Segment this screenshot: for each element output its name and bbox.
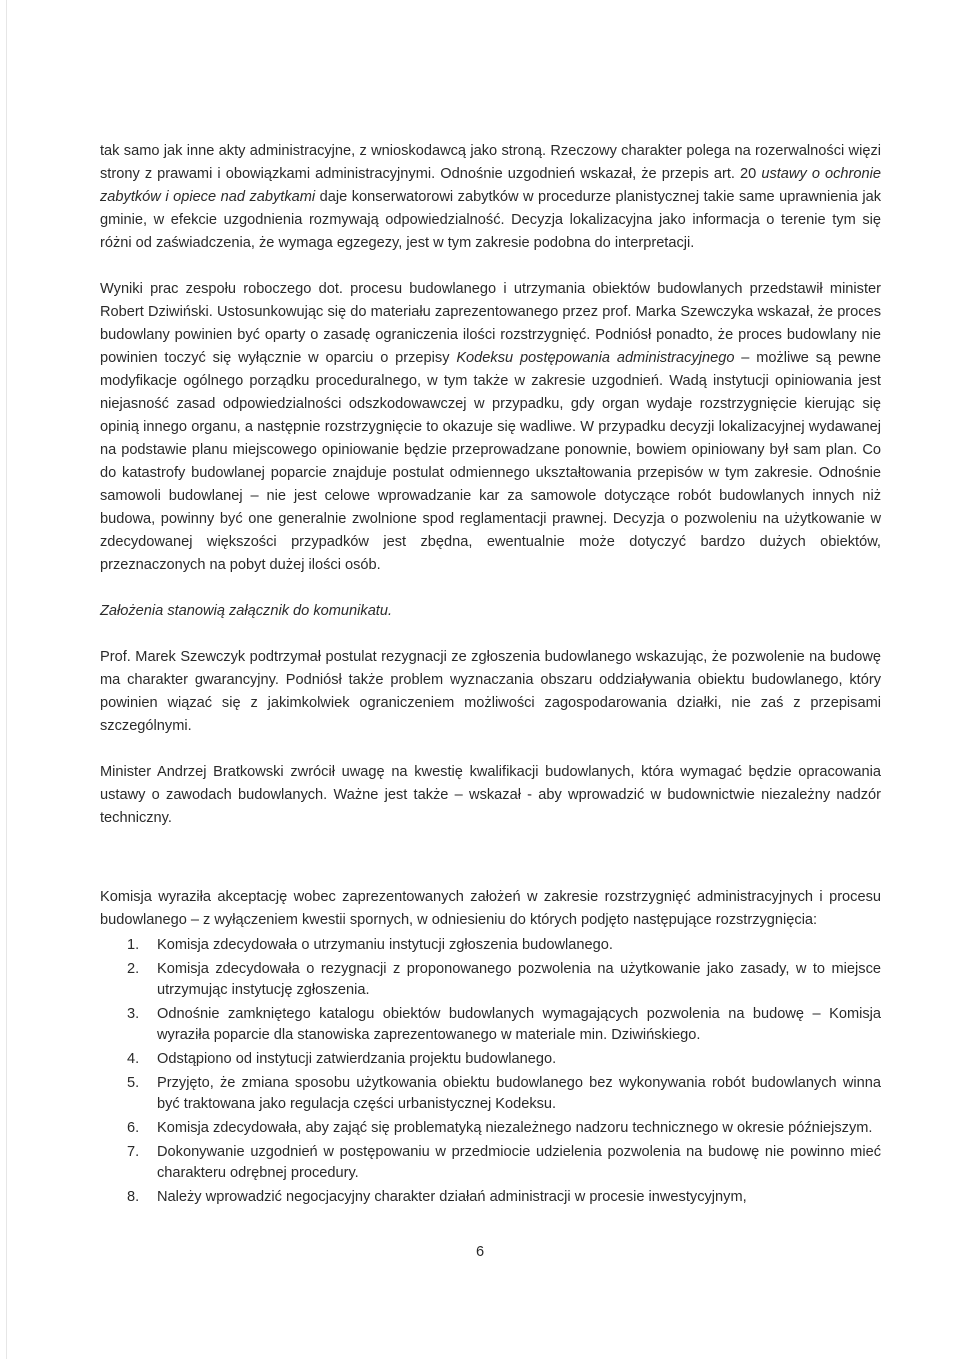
list-item xyxy=(100,959,881,1001)
list-item-number: 6. xyxy=(127,1120,140,1136)
paragraph-6-decisions-intro: Komisja wyraziła akceptację wobec zaprezentowanych założeń w zakresie rozstrzygnięć administracyjnych i procesu budowlanego – z wyłączeniem kwestii spornych, w odniesieniu do których podjęto następujące rozstrzygnięcia: xyxy=(100,889,881,928)
paragraph-2-text-b: – możliwe są pewne modyfikacje ogólnego porządku proceduralnego, w tym także w zakresie uzgodnień. Wadą instytucji opiniowania jest niejasność zasad odpowiedzialności odszkodowawczej w przypadku, gdy organ wydaje rozstrzygnięcie kierując się opinią innego organu, a następnie rozstrzygnięcie to okazuje się wadliwe. W przypadku decyzji lokalizacyjnej wydawanej na podstawie planu miejscowego opiniowanie będzie przeprowadzane ponownie, bowiem opiniowany był sam plan. Co do katastrofy budowlanej poparcie znajduje postulat odmiennego ukształtowania przepisów w tym zakresie. Odnośnie samowoli budowlanej – nie jest celowe wprowadzanie kar za samowole dotyczące robót budowlanych innych niż budowa, powinny być one generalnie zwolnione spod reglamentacji prawnej. Decyzja o pozwoleniu na użytkowanie w zdecydowanej większości przypadków jest zbędna, ewentualnie może dotyczyć bardzo dużych obiektów, przeznaczonych na pobyt dużej ilości osób. xyxy=(100,350,881,573)
page-body xyxy=(100,140,881,1208)
list-item-number: 8. xyxy=(127,1189,140,1205)
paragraph-1-text-a: tak samo jak inne akty administracyjne, z wnioskodawcą jako stroną. Rzeczowy charakter polega na rozerwalności więzi strony z prawami i obowiązkami administracyjnymi. Odnośnie uzgodnień wskazał, że przepis art. 20 xyxy=(100,143,881,182)
list-item xyxy=(100,1118,881,1139)
list-item-number: 5. xyxy=(127,1075,140,1091)
attachment-note-text: Założenia stanowią załącznik do komunikatu. xyxy=(100,603,393,619)
paragraph-5: Minister Andrzej Bratkowski zwrócił uwagę na kwestię kwalifikacji budowlanych, która wymagać będzie opracowania ustawy o zawodach budowlanych. Ważne jest także – wskazał - aby wprowadzić w budownictwie niezależny nadzór techniczny. xyxy=(100,764,881,826)
list-item-text: Komisja zdecydowała, aby zająć się problematyką niezależnego nadzoru technicznego w okresie późniejszym. xyxy=(157,1120,873,1136)
list-item-text: Odstąpiono od instytucji zatwierdzania projektu budowlanego. xyxy=(157,1051,557,1067)
paragraph-2 xyxy=(100,278,881,577)
page-number: 6 xyxy=(475,1244,485,1260)
list-item-number: 7. xyxy=(127,1144,140,1160)
list-item-text: Należy wprowadzić negocjacyjny charakter działań administracji w procesie inwestycyjnym, xyxy=(157,1189,747,1205)
list-item-text: Przyjęto, że zmiana sposobu użytkowania obiektu budowlanego bez wykonywania robót budowlanych winna być traktowana jako regulacja części urbanistycznej Kodeksu. xyxy=(157,1075,881,1112)
list-item-number: 3. xyxy=(127,1006,140,1022)
list-item xyxy=(100,1004,881,1046)
scan-edge-divider xyxy=(6,0,7,1359)
list-item xyxy=(100,1142,881,1184)
list-item-text: Odnośnie zamkniętego katalogu obiektów budowlanych wymagających pozwolenia na budowę – Komisja wyraziła poparcie dla stanowiska zaprezentowanego w materiale min. Dziwińskiego. xyxy=(157,1006,881,1043)
list-item-text: Komisja zdecydowała o utrzymaniu instytucji zgłoszenia budowlanego. xyxy=(157,937,613,953)
list-item-text: Dokonywanie uzgodnień w postępowaniu w przedmiocie udzielenia pozwolenia na budowę nie powinno mieć charakteru odrębnej procedury. xyxy=(157,1144,881,1181)
list-item xyxy=(100,1049,881,1070)
list-item-text: Komisja zdecydowała o rezygnacji z proponowanego pozwolenia na użytkowanie jako zasady, w to miejsce utrzymując instytucję zgłoszenia. xyxy=(157,961,881,998)
paragraph-1 xyxy=(100,140,881,255)
list-item-number: 1. xyxy=(127,937,140,953)
list-item xyxy=(100,1073,881,1115)
paragraph-3-attachment-note xyxy=(100,600,881,623)
decisions-list xyxy=(100,935,881,1208)
list-item xyxy=(100,935,881,956)
paragraph-2-text-a: Wyniki prac zespołu roboczego dot. procesu budowlanego i utrzymania obiektów budowlanych przedstawił minister Robert Dziwiński. Ustosunkowując się do materiału zaprezentowanego przez prof. Marka Szewczyka wskazał, że proces budowlany powinien być oparty o zasadę ograniczenia ilości rozstrzygnięć. Podniósł ponadto, że proces budowlany nie powinien toczyć się wyłącznie w oparciu o przepisy xyxy=(100,281,881,366)
paragraph-4: Prof. Marek Szewczyk podtrzymał postulat rezygnacji ze zgłoszenia budowlanego wskazując, że pozwolenie na budowę ma charakter gwarancyjny. Podniósł także problem wyznaczania obszaru oddziaływania obiektu budowlanego, który powinien wiązać się z jakimkolwiek ograniczeniem możliwości zagospodarowania działki, nie zaś z przepisami szczególnymi. xyxy=(100,649,881,734)
paragraph-1-italic-act-title: ustawy o ochronie zabytków i opiece nad zabytkami xyxy=(100,166,881,205)
list-item-number: 2. xyxy=(127,961,140,977)
paragraph-1-text-b: daje konserwatorowi zabytków w procedurze planistycznej takie same uprawnienia jak gminie, w efekcie uzgodnienia rozmywają odpowiedzialność. Decyzja lokalizacyjna jako informacja o terenie tym się różni od zaświadczenia, że wymaga egzegezy, jest w tym zakresie podobna do interpretacji. xyxy=(100,189,882,251)
list-item-number: 4. xyxy=(127,1051,140,1067)
paragraph-2-italic-code-title: Kodeksu postępowania administracyjnego xyxy=(456,350,735,366)
list-item xyxy=(100,1187,881,1208)
